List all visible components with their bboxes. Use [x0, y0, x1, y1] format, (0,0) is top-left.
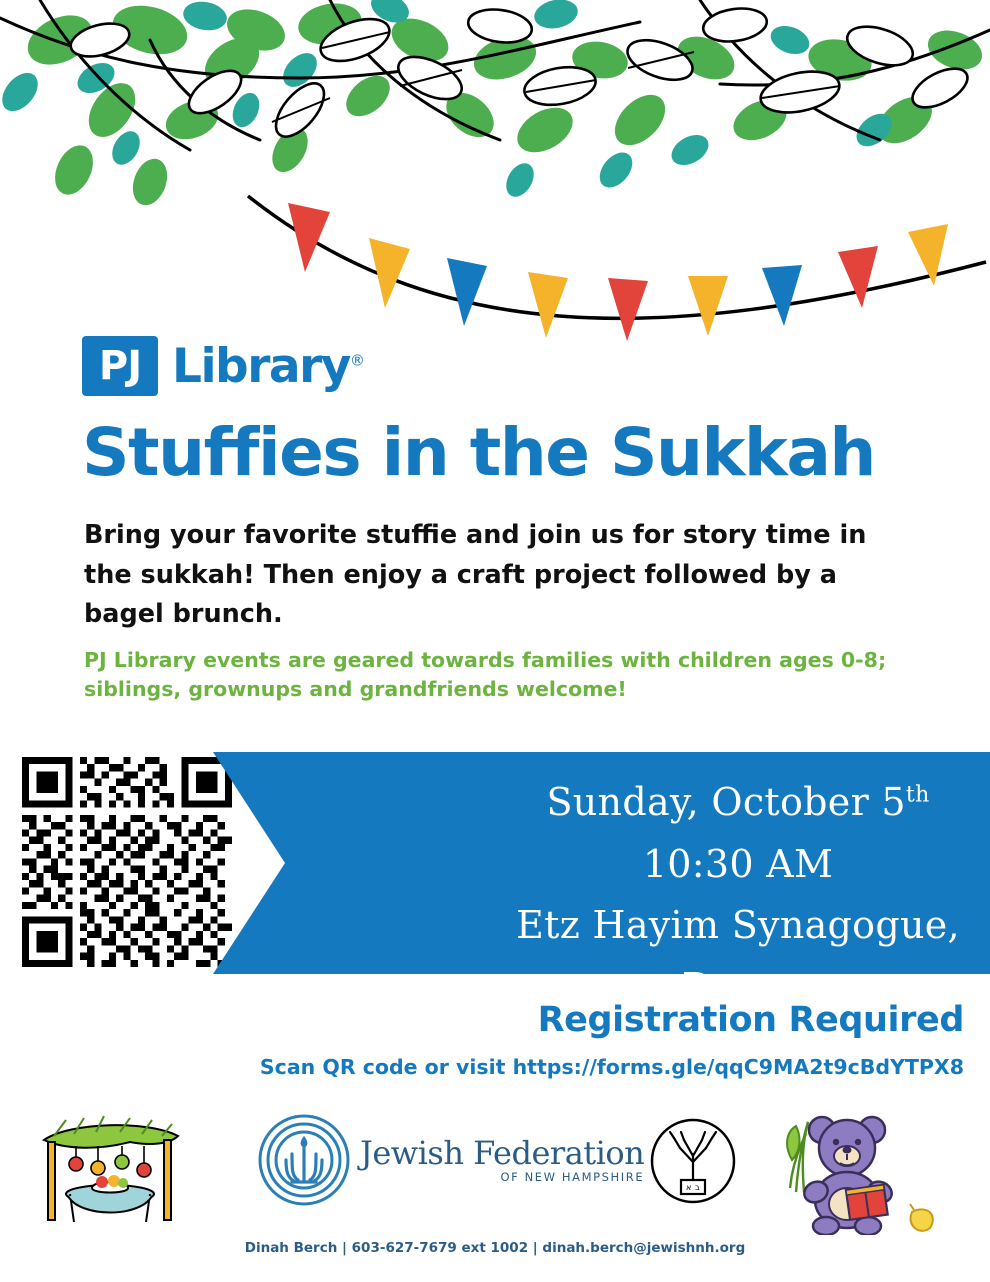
- registered-mark: ®: [349, 350, 364, 369]
- event-time: 10:30 AM: [642, 841, 834, 886]
- pj-library-logo: [82, 336, 363, 396]
- event-details: [493, 772, 983, 1018]
- tree-seal-icon: [650, 1118, 736, 1204]
- teddy-bear-icon: [762, 1100, 942, 1235]
- event-location: Etz Hayim Synagogue, Derry: [516, 903, 960, 1009]
- svg-text:ב: ב: [695, 1183, 700, 1192]
- registration-instructions[interactable]: Scan QR code or visit https://forms.gle/qqC9MA2t9cBdYTPX8: [259, 1055, 964, 1079]
- menorah-circle-icon: [258, 1114, 350, 1206]
- registration-title: Registration Required: [537, 1000, 964, 1040]
- jewish-federation-logo: [258, 1114, 644, 1206]
- event-banner: [213, 752, 990, 1009]
- page-title: Stuffies in the Sukkah: [82, 414, 875, 491]
- pj-logo-wordmark-label: Library: [172, 338, 350, 394]
- svg-text:א: א: [686, 1183, 692, 1192]
- federation-name: Jewish Federation: [360, 1133, 645, 1172]
- qr-code[interactable]: [22, 757, 232, 967]
- pj-logo-wordmark: [172, 338, 364, 394]
- audience-note: PJ Library events are geared towards families with children ages 0-8; siblings, grownups and grandfriends welcome!: [84, 648, 887, 702]
- sukkah-icon: [30, 1106, 190, 1231]
- pj-logo-mark-label: PJ: [98, 343, 142, 389]
- pj-logo-mark: [82, 336, 158, 396]
- qr-code-image: [22, 757, 232, 967]
- contact-line: Dinah Berch | 603-627-7679 ext 1002 | dinah.berch@jewishnh.org: [244, 1240, 746, 1256]
- footer-logos: [0, 1100, 990, 1235]
- event-date: Sunday, October 5th: [546, 780, 930, 824]
- date-ordinal-suffix: th: [905, 782, 930, 808]
- event-description: Bring your favorite stuffie and join us for story time in the sukkah! Then enjoy a craft project followed by a bagel brunch.: [84, 520, 867, 630]
- federation-subtitle: OF NEW HAMPSHIRE: [500, 1169, 645, 1184]
